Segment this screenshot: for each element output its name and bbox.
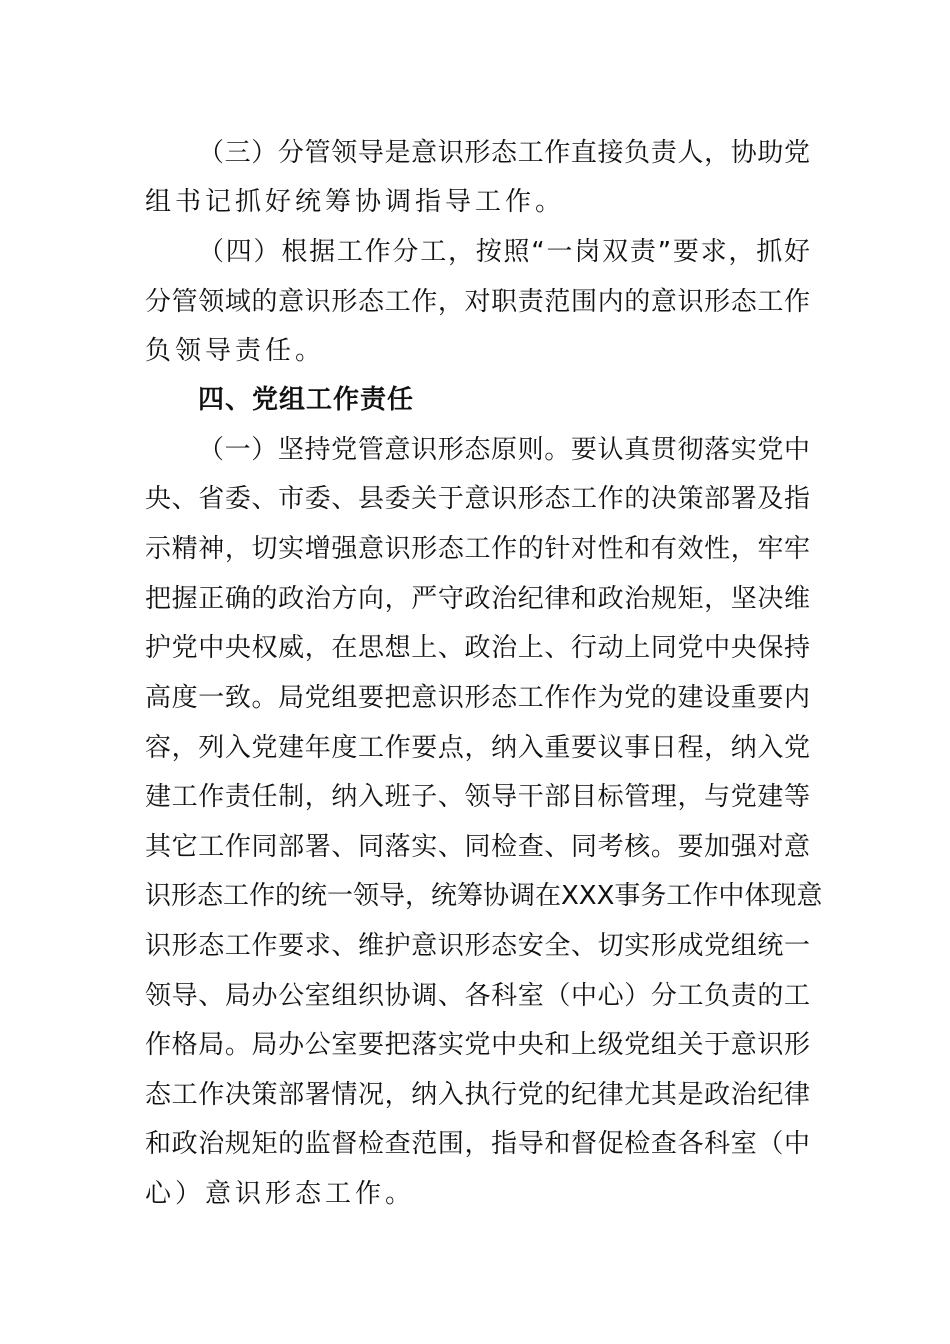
paragraph-1-line-4: 把握正确的政治方向，严守政治纪律和政治规矩，坚决维 <box>145 584 810 614</box>
paragraph-1-line-6: 高度一致。局党组要把意识形态工作作为党的建设重要内 <box>145 683 810 713</box>
paragraph-1-line-8: 建工作责任制，纳入班子、领导干部目标管理，与党建等 <box>145 782 810 812</box>
paragraph-1-line-3: 示精神，切实增强意识形态工作的针对性和有效性，牢牢 <box>145 534 810 564</box>
paragraph-1-line-5: 护党中央权威，在思想上、政治上、行动上同党中央保持 <box>145 633 810 663</box>
paragraph-1-line-13: 作格局。局办公室要把落实党中央和上级党组关于意识形 <box>145 1030 810 1060</box>
paragraph-1-line-7: 容，列入党建年度工作要点，纳入重要议事日程，纳入党 <box>145 733 810 763</box>
paragraph-1-line-10: 识形态工作的统一领导，统筹协调在XXX事务工作中体现意 <box>145 881 823 911</box>
paragraph-1-line-9: 其它工作同部署、同落实、同检查、同考核。要加强对意 <box>145 832 810 862</box>
paragraph-3-line-2: 组书记抓好统筹协调指导工作。 <box>145 187 566 217</box>
paragraph-4-line-2: 分管领域的意识形态工作，对职责范围内的意识形态工作 <box>145 287 810 317</box>
paragraph-1-line-11: 识形态工作要求、维护意识形态安全、切实形成党组统一 <box>145 931 810 961</box>
paragraph-1-line-12: 领导、局办公室组织协调、各科室（中心）分工负责的工 <box>145 981 810 1011</box>
paragraph-4-line-1: （四）根据工作分工，按照“一岗双责”要求，抓好 <box>198 237 810 267</box>
paragraph-1-line-16: 心）意识形态工作。 <box>145 1179 416 1209</box>
paragraph-1-line-2: 央、省委、市委、县委关于意识形态工作的决策部署及指 <box>145 484 810 514</box>
paragraph-3-line-1: （三）分管领导是意识形态工作直接负责人，协助党 <box>198 138 810 168</box>
section-heading: 四、党组工作责任 <box>198 385 415 415</box>
paragraph-1-line-14: 态工作决策部署情况，纳入执行党的纪律尤其是政治纪律 <box>145 1080 810 1110</box>
paragraph-1-line-15: 和政治规矩的监督检查范围，指导和督促检查各科室（中 <box>145 1129 810 1159</box>
paragraph-1-line-1: （一）坚持党管意识形态原则。要认真贯彻落实党中 <box>198 435 810 465</box>
paragraph-4-line-3: 负领导责任。 <box>145 336 326 366</box>
